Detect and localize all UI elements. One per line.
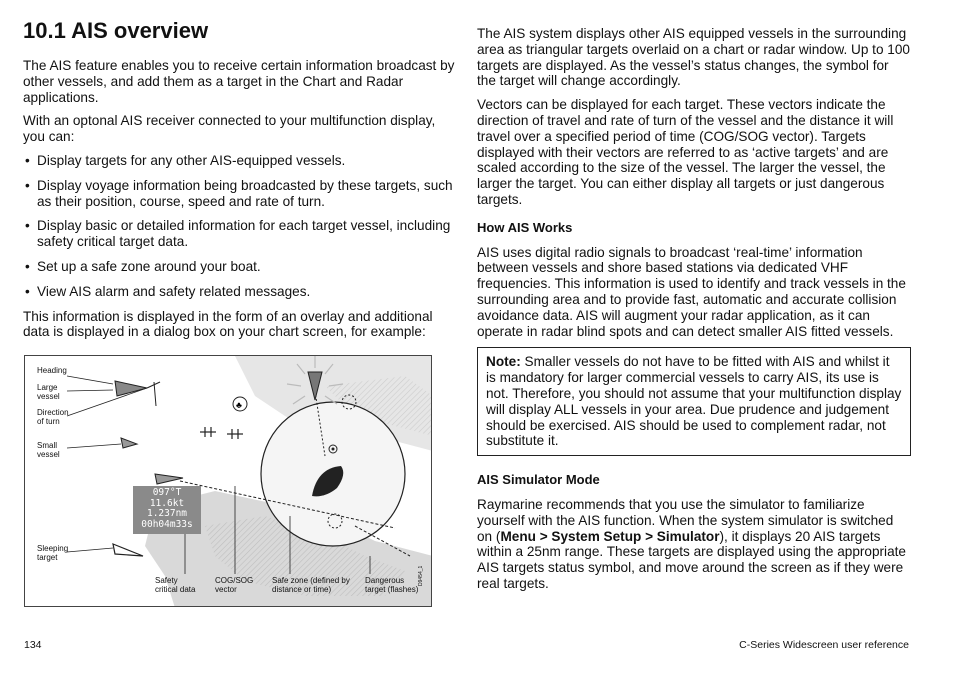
- label-dangerous-target: Dangerous target (flashes): [365, 576, 419, 594]
- label-safe-zone: Safe zone (defined by distance or time): [272, 576, 350, 594]
- list-item: • Set up a safe zone around your boat.: [23, 259, 456, 275]
- cpa-readout: 1.237nm: [146, 508, 188, 519]
- simulator-paragraph: Raymarine recommends that you use the simulator to familiarize yourself with the AIS function. When the system simulator is switched on (Menu > System Setup > Simulator), it displays 20 AIS targets within a 25nm range. These targets are displayed using the appropriate AIS targets status symbol, and move around the screen as if they were real targets.: [477, 496, 906, 591]
- figure-reference: D9454_1: [418, 565, 424, 586]
- right-column: [477, 26, 911, 600]
- sleeping-target: [113, 544, 143, 556]
- cog-readout: 097°T: [152, 487, 182, 498]
- note-box: [477, 347, 911, 456]
- list-item: • View AIS alarm and safety related messages.: [23, 284, 456, 300]
- capabilities-list: [23, 153, 456, 300]
- label-heading: Heading: [37, 366, 67, 375]
- note-text: Smaller vessels do not have to be fitted with AIS and whilst it is mandatory for larger commercial vessels to carry AIS, its use is not. Therefore, you should not assume that your multifunction display will display ALL vessels in your area. Due prudence and judgement should be exercised. AIS should be used to complement radar, not substitute it.: [486, 354, 902, 449]
- beacon-icon: [200, 427, 243, 439]
- vectors-paragraph: Vectors can be displayed for each target. These vectors indicate the direction of travel and rate of turn of the vessel and the distance it will travel over a specified period of time (COG/SOG vector). Targets displayed with their vectors are referred to as ‘active targets’ and are scaled according to the size of the vessel. The larger the vessel, the larger the target. You can either display all targets or just dangerous targets.: [477, 97, 894, 207]
- figure-intro: This information is displayed in the form of an overlay and additional data is displayed in a dialog box on your chart screen, for example:: [23, 308, 433, 340]
- label-large-vessel: Large vessel: [37, 383, 60, 401]
- page-number: 134: [24, 639, 42, 651]
- page-title: 10.1 AIS overview: [23, 18, 209, 43]
- list-item: • Display voyage information being broadcasted by these targets, such as their position, course, speed and rate of turn.: [23, 178, 456, 210]
- section-heading-simulator: AIS Simulator Mode: [477, 472, 600, 488]
- list-item: • Display basic or detailed information for each target vessel, including safety critical target data.: [23, 218, 456, 250]
- left-column: [23, 18, 456, 348]
- label-direction-of-turn: Direction of turn: [37, 408, 69, 426]
- intro-paragraph: The AIS feature enables you to receive certain information broadcast by other vessels, and add them as a target in the Chart and Radar applications.: [23, 58, 455, 105]
- ais-overlay-figure: [24, 355, 432, 607]
- display-paragraph: The AIS system displays other AIS equipped vessels in the surrounding area as triangular targets overlaid on a chart or radar window. Up to 100 targets are displayed. As the vessel’s status changes, the symbol for the target will change accordingly.: [477, 26, 910, 89]
- list-item: • Display targets for any other AIS-equipped vessels.: [23, 153, 456, 169]
- note-label: Note:: [486, 354, 521, 370]
- label-cog-sog: COG/SOG vector: [215, 576, 254, 594]
- how-ais-works-paragraph: AIS uses digital radio signals to broadcast ‘real-time’ information between vessels and shore based stations via dedicated VHF frequencies. This information is used to identify and track vessels in the surrounding area and to provide fast, automatic and accurate collision avoidance data. AIS will augment your radar application, as it can operate in radar blind spots and can detect smaller AIS fitted vessels.: [477, 244, 906, 339]
- menu-path: Menu > System Setup > Simulator: [500, 528, 720, 544]
- vessel-icon: [332, 448, 335, 451]
- svg-text:♣: ♣: [236, 400, 242, 410]
- label-sleeping-target: Sleeping target: [37, 544, 69, 562]
- label-safety-critical: Safety critical data: [155, 576, 196, 594]
- section-heading-how-ais-works: How AIS Works: [477, 219, 573, 235]
- document-title: C-Series Widescreen user reference: [739, 639, 909, 651]
- label-small-vessel: Small vessel: [37, 441, 60, 459]
- chart-illustration: [25, 356, 432, 607]
- small-vessel-target: [121, 438, 137, 448]
- capabilities-intro: With an optonal AIS receiver connected to your multifunction display, you can:: [23, 113, 436, 145]
- safety-data-box: [133, 486, 201, 534]
- ais-target: [155, 474, 183, 484]
- sog-readout: 11.6kt: [149, 497, 185, 509]
- tcpa-readout: 00h04m33s: [141, 518, 193, 530]
